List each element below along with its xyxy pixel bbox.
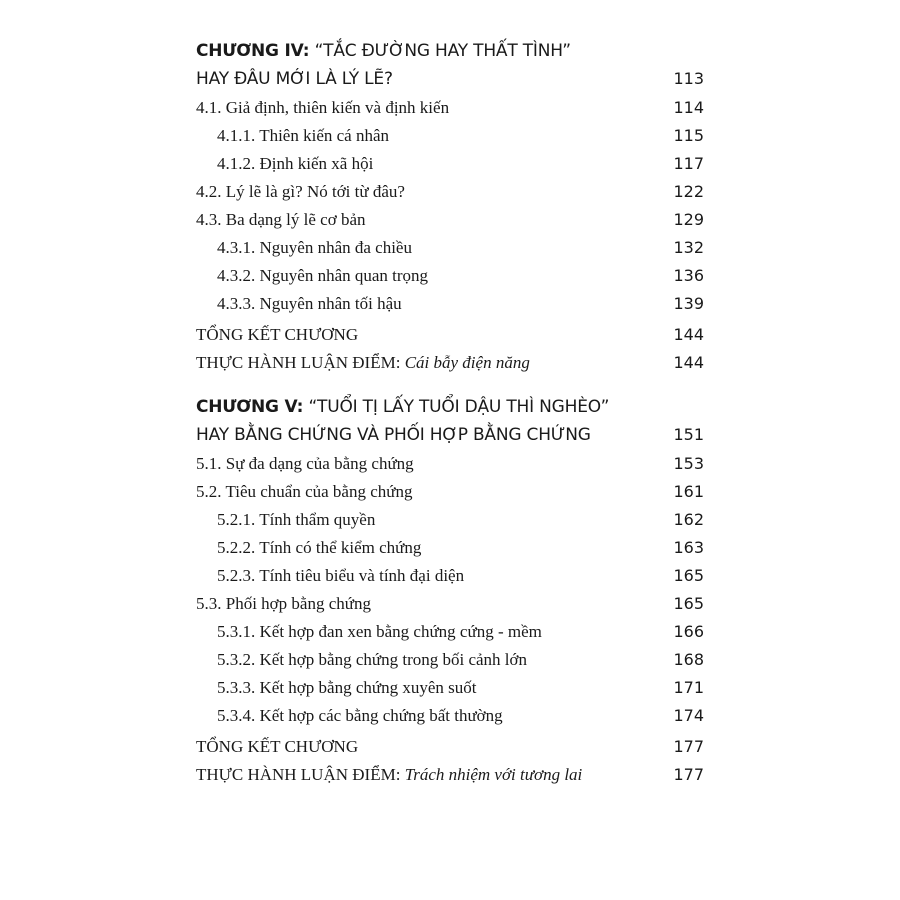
toc-entry-page: 163: [673, 538, 704, 557]
toc-entry-page: 117: [673, 154, 704, 173]
toc-entry: [196, 675, 704, 701]
toc-entry-label: 4.1.2. Định kiến xã hội: [217, 154, 374, 173]
toc-entry-page: 129: [673, 210, 704, 229]
toc-entry: [196, 207, 704, 233]
chapter-summary-page: 144: [673, 325, 704, 344]
chapter-practice-page: 177: [673, 765, 704, 784]
chapter-4-subtitle: HAY ĐÂU MỚI LÀ LÝ LẼ?: [196, 69, 393, 89]
chapter-5-heading: [196, 394, 704, 420]
toc-entry-label: 5.2. Tiêu chuẩn của bằng chứng: [196, 482, 413, 501]
toc-entry: [196, 507, 704, 533]
toc-entry-label: 5.3. Phối hợp bằng chứng: [196, 594, 371, 613]
toc-entry-label: 5.3.2. Kết hợp bằng chứng trong bối cảnh lớn: [217, 650, 528, 669]
toc-entry-label: 5.3.3. Kết hợp bằng chứng xuyên suốt: [217, 678, 477, 697]
chapter-summary: [196, 734, 704, 760]
chapter-4-heading-line2: [196, 66, 704, 92]
chapter-practice-label: THỰC HÀNH LUẬN ĐIỂM:: [196, 353, 405, 372]
toc-entry-page: 139: [673, 294, 704, 313]
toc-entry: [196, 263, 704, 289]
toc-entry-page: 115: [673, 126, 704, 145]
toc-entry-page: 171: [673, 678, 704, 697]
toc-entry: [196, 235, 704, 261]
toc-entry-page: 168: [673, 650, 704, 669]
toc-entry: [196, 535, 704, 561]
chapter-5-page: 151: [673, 425, 704, 444]
chapter-summary-label: TỔNG KẾT CHƯƠNG: [196, 325, 359, 344]
chapter-practice-page: 144: [673, 353, 704, 372]
toc-entry-label: 5.1. Sự đa dạng của bằng chứng: [196, 454, 414, 473]
toc-entry-page: 161: [673, 482, 704, 501]
toc-entry-label: 4.3. Ba dạng lý lẽ cơ bản: [196, 210, 366, 229]
chapter-summary: [196, 322, 704, 348]
toc-entry-page: 136: [673, 266, 704, 285]
chapter-practice-label: THỰC HÀNH LUẬN ĐIỂM:: [196, 765, 405, 784]
chapter-practice-title: Trách nhiệm với tương lai: [404, 765, 583, 784]
toc-entry: [196, 619, 704, 645]
toc-entry: [196, 703, 704, 729]
toc-entry: [196, 451, 704, 477]
toc-entry-page: 166: [673, 622, 704, 641]
toc-entry-label: 4.3.2. Nguyên nhân quan trọng: [217, 266, 429, 285]
toc-entry-label: 5.2.3. Tính tiêu biểu và tính đại diện: [217, 566, 465, 585]
chapter-practice: [196, 350, 704, 376]
toc-entry-page: 153: [673, 454, 704, 473]
toc-entry-label: 4.2. Lý lẽ là gì? Nó tới từ đâu?: [196, 182, 405, 201]
toc-entry-page: 165: [673, 566, 704, 585]
toc-entry-label: 4.3.1. Nguyên nhân đa chiều: [217, 238, 412, 257]
toc-entry: [196, 291, 704, 317]
toc-entry-label: 4.1.1. Thiên kiến cá nhân: [217, 126, 390, 145]
toc-entry: [196, 591, 704, 617]
toc-entry-label: 5.3.1. Kết hợp đan xen bằng chứng cứng - mềm: [217, 622, 542, 641]
toc-entry-page: 122: [673, 182, 704, 201]
chapter-summary-label: TỔNG KẾT CHƯƠNG: [196, 737, 359, 756]
chapter-4-page: 113: [673, 69, 704, 88]
chapter-5-heading-line2: [196, 422, 704, 448]
toc-entry-page: 162: [673, 510, 704, 529]
toc-entry-page: 174: [673, 706, 704, 725]
toc-entry: [196, 479, 704, 505]
toc-entry-label: 4.3.3. Nguyên nhân tối hậu: [217, 294, 402, 313]
chapter-4-number: CHƯƠNG IV:: [196, 41, 310, 61]
toc-entry-page: 165: [673, 594, 704, 613]
toc-entry: [196, 95, 704, 121]
toc-entry-label: 5.3.4. Kết hợp các bằng chứng bất thường: [217, 706, 503, 725]
chapter-5-number: CHƯƠNG V:: [196, 397, 304, 417]
toc-entry-page: 114: [673, 98, 704, 117]
chapter-5-subtitle: HAY BẰNG CHỨNG VÀ PHỐI HỢP BẰNG CHỨNG: [196, 425, 591, 445]
toc-entry-page: 132: [673, 238, 704, 257]
toc-entry: [196, 123, 704, 149]
toc-entry: [196, 647, 704, 673]
chapter-4-title: “TẮC ĐƯỜNG HAY THẤT TÌNH”: [309, 41, 571, 61]
chapter-summary-page: 177: [673, 737, 704, 756]
toc-entry: [196, 179, 704, 205]
toc-entry-label: 4.1. Giả định, thiên kiến và định kiến: [196, 98, 450, 117]
toc-entry-label: 5.2.2. Tính có thể kiểm chứng: [217, 538, 422, 557]
toc-entry: [196, 563, 704, 589]
toc-entry: [196, 151, 704, 177]
chapter-5-title: “TUỔI TỊ LẤY TUỔI DẬU THÌ NGHÈO”: [303, 397, 610, 417]
chapter-practice: [196, 762, 704, 788]
chapter-practice-title: Cái bẫy điện năng: [404, 353, 530, 372]
toc-entry-label: 5.2.1. Tính thẩm quyền: [217, 510, 376, 529]
chapter-4-heading: [196, 38, 704, 64]
